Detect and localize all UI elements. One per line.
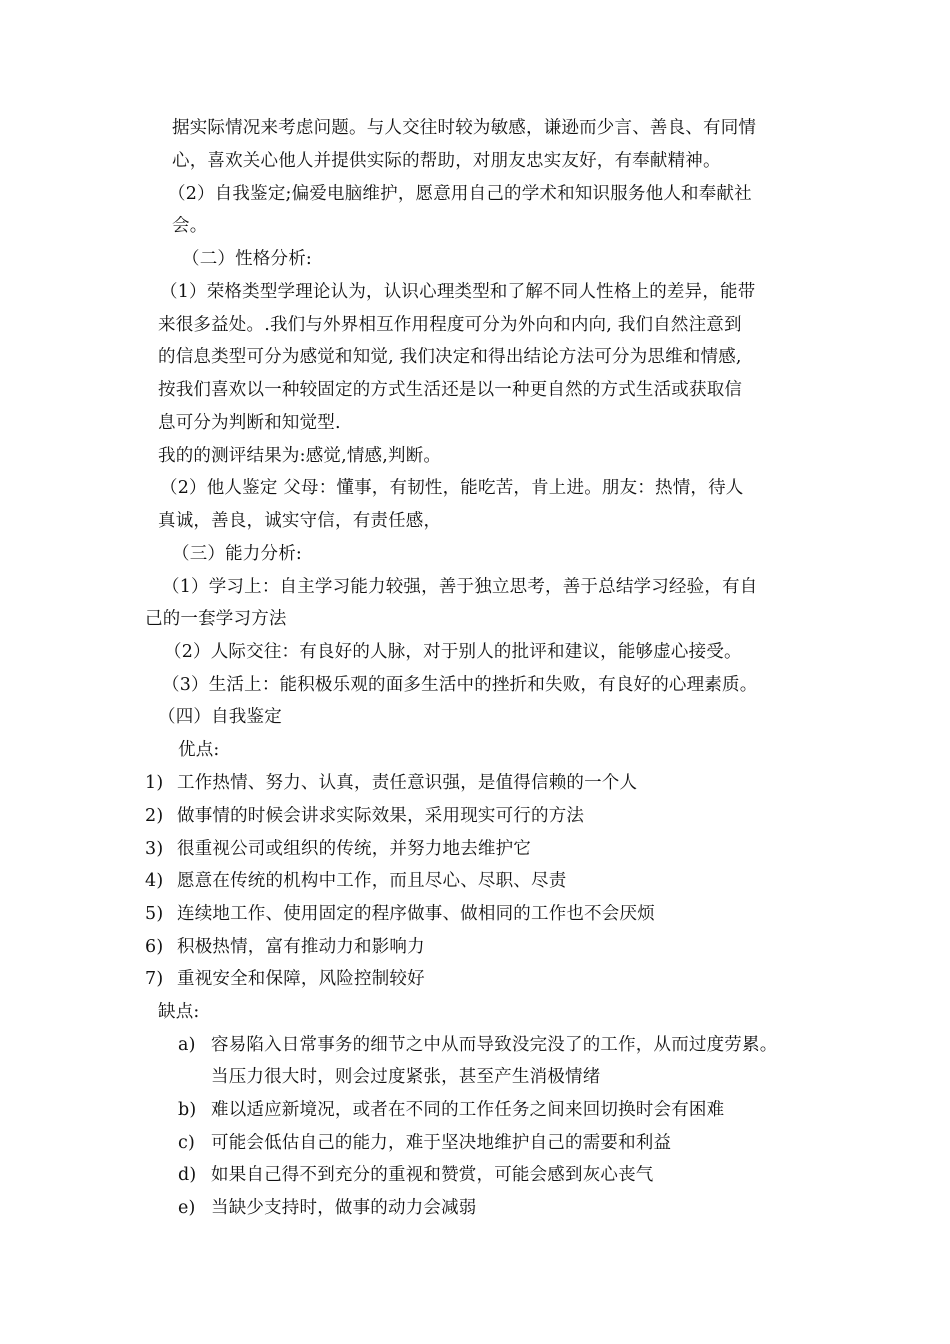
- list-item: [178, 1099, 724, 1121]
- self-assessment-heading: （四）自我鉴定: [158, 707, 282, 727]
- list-item-text: 如果自己得不到充分的重视和赞赏，可能会感到灰心丧气: [211, 1165, 654, 1185]
- list-item-number: 1): [145, 773, 164, 793]
- personality-result: 我的的测评结果为:感觉,情感,判断。: [158, 446, 442, 466]
- ability-p3: （3）生活上：能积极乐观的面多生活中的挫折和失败，有良好的心理素质。: [162, 675, 758, 695]
- strengths-label: 优点:: [178, 740, 220, 760]
- list-item-number: 5): [145, 904, 164, 924]
- self-eval-line-2: 会。: [172, 216, 208, 236]
- self-eval-line-1: （2）自我鉴定;偏爱电脑维护，愿意用自己的学术和知识服务他人和奉献社: [168, 184, 752, 204]
- list-item-text: 工作热情、努力、认真，责任意识强，是值得信赖的一个人: [177, 773, 638, 793]
- list-item-letter: d): [178, 1165, 197, 1185]
- list-item-text: 积极热情，富有推动力和影响力: [177, 937, 425, 957]
- list-item-continuation: 当压力很大时，则会过度紧张，甚至产生消极情绪: [211, 1067, 601, 1087]
- intro-line-1: 据实际情况来考虑问题。与人交往时较为敏感，谦逊而少言、善良、有同情: [172, 118, 757, 138]
- list-item: [178, 1132, 671, 1154]
- list-item: [145, 903, 655, 925]
- list-item-number: 6): [145, 937, 164, 957]
- list-item: [145, 870, 566, 892]
- personality-p2-line-1: （2）他人鉴定 父母：懂事，有韧性，能吃苦，肯上进。朋友：热情，待人: [160, 478, 744, 498]
- personality-p1-line-5: 息可分为判断和知觉型.: [158, 413, 341, 433]
- personality-heading: （二）性格分析:: [182, 249, 312, 269]
- list-item: [145, 838, 531, 860]
- list-item-text: 做事情的时候会讲求实际效果，采用现实可行的方法: [177, 806, 585, 826]
- list-item-text: 重视安全和保障，风险控制较好: [177, 969, 425, 989]
- weaknesses-label: 缺点:: [158, 1002, 200, 1022]
- list-item-text: 连续地工作、使用固定的程序做事、做相同的工作也不会厌烦: [177, 904, 655, 924]
- personality-p1-line-3: 的信息类型可分为感觉和知觉, 我们决定和得出结论方法可分为思维和情感,: [158, 347, 742, 367]
- list-item: [145, 805, 584, 827]
- ability-p2: （2）人际交往：有良好的人脉，对于别人的批评和建议，能够虚心接受。: [164, 642, 742, 662]
- list-item-letter: c): [178, 1133, 196, 1153]
- list-item-letter: e): [178, 1198, 196, 1218]
- ability-p1-line-1: （1）学习上：自主学习能力较强，善于独立思考，善于总结学习经验，有自: [162, 577, 758, 597]
- list-item: [178, 1197, 477, 1219]
- list-item-letter: b): [178, 1100, 197, 1120]
- list-item-text: 难以适应新境况，或者在不同的工作任务之间来回切换时会有困难: [211, 1100, 725, 1120]
- personality-p2-line-2: 真诚，善良，诚实守信，有责任感，: [158, 511, 442, 531]
- list-item-text: 当缺少支持时，做事的动力会减弱: [211, 1198, 477, 1218]
- list-item-letter: a): [178, 1035, 196, 1055]
- list-item-number: 2): [145, 806, 164, 826]
- list-item-number: 4): [145, 871, 164, 891]
- list-item-number: 7): [145, 969, 164, 989]
- personality-p1-line-2: 来很多益处。.我们与外界相互作用程度可分为外向和内向, 我们自然注意到: [158, 315, 742, 335]
- intro-line-2: 心，喜欢关心他人并提供实际的帮助，对朋友忠实友好，有奉献精神。: [172, 151, 721, 171]
- list-item-text: 很重视公司或组织的传统，并努力地去维护它: [177, 839, 531, 859]
- list-item: [145, 772, 637, 794]
- list-item-number: 3): [145, 839, 164, 859]
- ability-p1-line-2: 己的一套学习方法: [145, 609, 287, 629]
- list-item: [178, 1164, 654, 1186]
- personality-p1-line-4: 按我们喜欢以一种较固定的方式生活还是以一种更自然的方式生活或获取信: [158, 380, 743, 400]
- list-item-text: 可能会低估自己的能力，难于坚决地维护自己的需要和利益: [211, 1133, 672, 1153]
- ability-heading: （三）能力分析:: [172, 544, 302, 564]
- personality-p1-line-1: （1）荣格类型学理论认为，认识心理类型和了解不同人性格上的差异，能带: [160, 282, 756, 302]
- list-item: [178, 1034, 777, 1056]
- list-item: [145, 968, 425, 990]
- list-item: [145, 936, 425, 958]
- list-item-text: 愿意在传统的机构中工作，而且尽心、尽职、尽责: [177, 871, 567, 891]
- list-item-text: 容易陷入日常事务的细节之中从而导致没完没了的工作，从而过度劳累。: [211, 1035, 778, 1055]
